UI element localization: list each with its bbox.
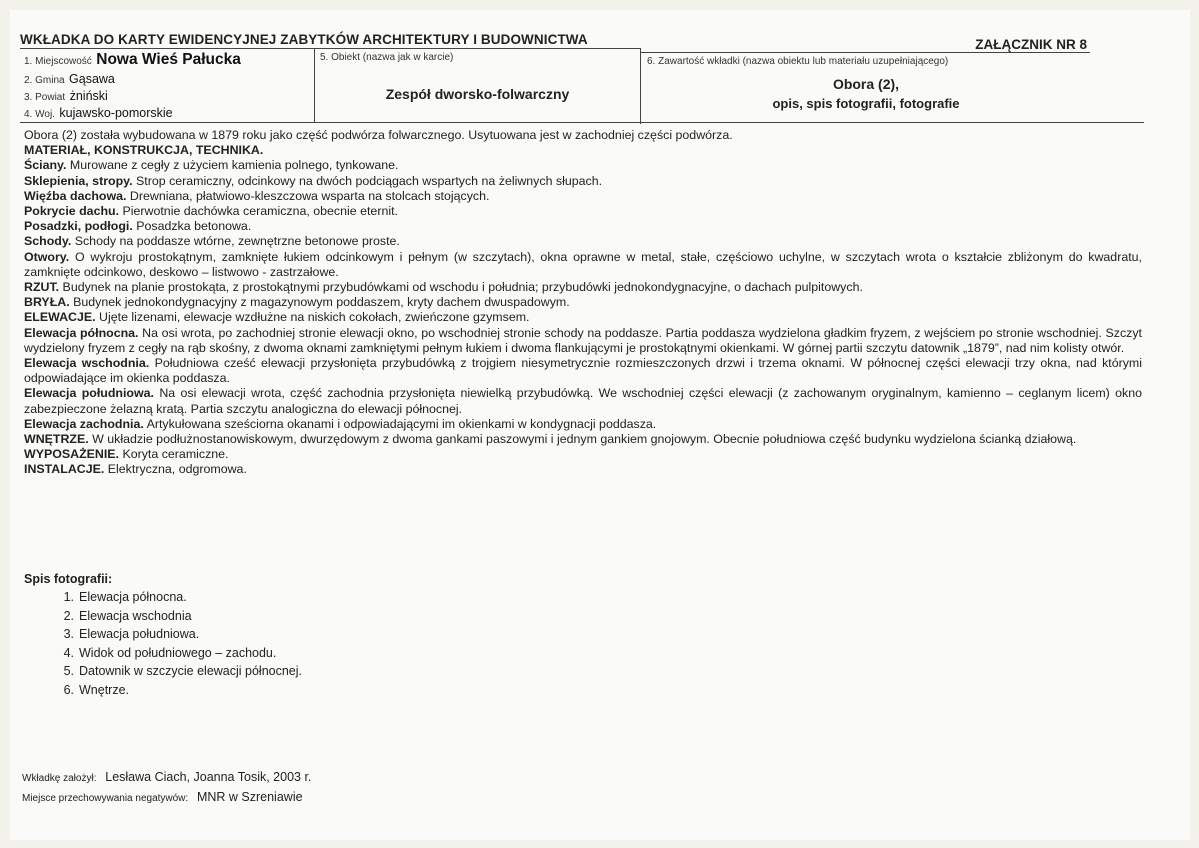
desc-item xyxy=(24,432,1142,447)
author-line xyxy=(22,770,311,784)
desc-key: Ściany. xyxy=(24,158,67,173)
desc-item xyxy=(24,158,1142,173)
desc-text: Na osi wrota, po zachodniej stronie elewacji okno, po wschodniej stronie schody na poddasze. Partia poddasza wydzielona gładkim fryzem, z wejściem po stronie wschodniej. Szczyt wydzielony fryzem z cegły na rąb skośny, z dwoma oknami zamkniętymi pełnym łukiem i dwoma flankującymi je prostokątnymi okienkami. W górnej partii szczytu datownik „1879”, nad nim kolisty otwór. xyxy=(24,325,1142,355)
storage-value: MNR w Szreniawie xyxy=(196,790,303,804)
desc-item xyxy=(24,189,1142,204)
desc-text: Koryta ceramiczne. xyxy=(119,447,229,462)
content-value-2: opis, spis fotografii, fotografie xyxy=(772,96,960,111)
desc-text: W układzie podłużnostanowiskowym, dwurzędowym z dwoma gankami paszowymi i jednym gankiem gnojowym. Obecnie południowa część budynku wydzielona ścianką działową. xyxy=(88,432,1077,447)
photo-number: 5. xyxy=(63,664,74,679)
photo-label: Wnętrze. xyxy=(79,682,130,697)
list-item xyxy=(46,625,302,644)
author-label: Wkładkę założył: xyxy=(22,773,97,784)
desc-key: Elewacja południowa. xyxy=(24,386,154,401)
photo-number: 6. xyxy=(63,682,74,697)
desc-key: Elewacja wschodnia. xyxy=(24,356,150,371)
desc-text: Ujęte lizenami, elewacje wzdłużne na niskich cokołach, zwieńczone gzymsem. xyxy=(95,310,530,325)
document-title: WKŁADKA DO KARTY EWIDENCYJNEJ ZABYTKÓW ARCHITEKTURY I BUDOWNICTWA xyxy=(20,32,588,47)
divider-2 xyxy=(640,48,641,124)
voivodeship-field xyxy=(24,104,173,122)
commune-value: Gąsawa xyxy=(69,72,115,86)
desc-item xyxy=(24,386,1142,416)
desc-key: WYPOSAŻENIE. xyxy=(24,447,120,462)
desc-item xyxy=(24,417,1142,432)
place-label: 1. Miejscowość xyxy=(24,56,92,67)
divider-1 xyxy=(314,48,315,122)
desc-item xyxy=(24,295,1142,310)
desc-item xyxy=(24,174,1142,189)
object-label: 5. Obiekt (nazwa jak w karcie) xyxy=(320,52,454,63)
desc-item xyxy=(24,204,1142,219)
photo-label: Elewacja wschodnia xyxy=(79,608,192,623)
object-value: Zespół dworsko-folwarczny xyxy=(385,86,570,102)
desc-key: Otwory. xyxy=(24,249,70,264)
desc-item xyxy=(24,219,1142,234)
header-top-line xyxy=(20,48,640,49)
desc-key: RZUT. xyxy=(24,280,60,295)
storage-line xyxy=(22,790,303,804)
desc-text: Budynek jednokondygnacyjny z magazynowym poddaszem, kryty dachem dwuspadowym. xyxy=(69,295,570,310)
list-item xyxy=(46,588,302,607)
desc-text: Na osi elewacji wrota, część zachodnia przysłonięta niewielką przybudówką. We wschodniej części elewacji (z zachowanym oryginalnym, kamienno – ceglanym licem) okno zabezpieczone żelazną kratą. Partia szczytu analogiczna do elewacji północnej. xyxy=(24,386,1142,416)
desc-item xyxy=(24,447,1142,462)
desc-key: Pokrycie dachu. xyxy=(24,204,120,219)
desc-item xyxy=(24,326,1142,356)
content-label: 6. Zawartość wkładki (nazwa obiektu lub materiału uzupełniającego) xyxy=(647,56,949,67)
photo-number: 1. xyxy=(63,590,74,604)
desc-text: O wykroju prostokątnym, zamknięte łukiem odcinkowym i pełnym (w szczytach), okna oprawne w metal, stałe, częściowo uchylne, w szczytach wrota o kształcie zbliżonym do kwadratu, zamknięte odcinkowo, deskowo – listwowo - zastrzałowe. xyxy=(24,249,1142,279)
desc-text: Posadzka betonowa. xyxy=(132,219,252,234)
desc-text: Schody na poddasze wtórne, zewnętrzne betonowe proste. xyxy=(71,234,400,249)
desc-text: Strop ceramiczny, odcinkowy na dwóch podciągach wspartych na żeliwnych słupach. xyxy=(132,173,603,188)
photos-title: Spis fotografii: xyxy=(24,572,113,586)
district-label: 3. Powiat xyxy=(24,92,66,103)
list-item xyxy=(46,662,302,681)
list-item xyxy=(46,607,302,626)
desc-item xyxy=(24,280,1142,295)
desc-key: BRYŁA. xyxy=(24,295,70,310)
desc-key: Schody. xyxy=(24,234,72,249)
desc-key: Posadzki, podłogi. xyxy=(24,219,133,234)
photo-label: Datownik w szczycie elewacji północnej. xyxy=(79,664,303,679)
photo-label: Elewacja południowa. xyxy=(79,627,200,642)
desc-key: WNĘTRZE. xyxy=(24,432,89,447)
photo-label: Widok od południowego – zachodu. xyxy=(79,645,277,660)
header-bottom-line xyxy=(20,122,1144,123)
intro-paragraph: Obora (2) została wybudowana w 1879 roku jako część podwórza folwarcznego. Usytuowana jest w zachodniej części podwórza. xyxy=(24,128,733,142)
voivodeship-value: kujawsko-pomorskie xyxy=(59,106,173,120)
desc-key: Więźba dachowa. xyxy=(24,188,127,203)
photo-number: 4. xyxy=(63,645,74,660)
header-top-line-right xyxy=(640,52,1090,53)
desc-key: Elewacja zachodnia. xyxy=(24,416,144,431)
section-heading: MATERIAŁ, KONSTRUKCJA, TECHNIKA. xyxy=(24,143,264,158)
commune-field xyxy=(24,70,115,88)
photos-list xyxy=(46,588,302,700)
list-item xyxy=(46,644,302,663)
desc-item xyxy=(24,310,1142,325)
photo-label: Elewacja północna. xyxy=(79,590,187,604)
place-value: Nowa Wieś Pałucka xyxy=(96,51,241,68)
content-value-1: Obora (2), xyxy=(832,76,900,92)
desc-text: Południowa cześć elewacji przysłonięta przybudówką z trojgiem niesymetrycznie rozmieszczonych drzwi i trzema oknami. W północnej części elewacji trzy okna, nad którymi odpowiadające im okienka poddasza. xyxy=(24,356,1143,386)
desc-text: Pierwotnie dachówka ceramiczna, obecnie eternit. xyxy=(119,204,398,219)
list-item xyxy=(46,681,302,700)
desc-text: Elektryczna, odgromowa. xyxy=(104,462,247,477)
district-value: żniński xyxy=(69,89,108,103)
annex-number: ZAŁĄCZNIK NR 8 xyxy=(975,37,1087,52)
desc-key: Sklepienia, stropy. xyxy=(24,173,133,188)
commune-label: 2. Gmina xyxy=(24,75,65,86)
desc-item xyxy=(24,250,1142,280)
desc-text: Budynek na planie prostokąta, z prostokątnymi przybudówkami od wschodu i południa; przybudówki jednokondygnacyjne, o dachach pulpitowych. xyxy=(59,280,863,295)
photo-number: 2. xyxy=(63,608,74,623)
photo-number: 3. xyxy=(63,627,74,642)
desc-text: Murowane z cegły z użyciem kamienia polnego, tynkowane. xyxy=(66,158,399,173)
desc-item xyxy=(24,234,1142,249)
place-field xyxy=(24,51,241,69)
desc-key: Elewacja północna. xyxy=(24,325,139,340)
desc-text: Artykułowana sześciorna okanami i odpowiadającymi im okienkami w kondygnacji poddasza. xyxy=(143,416,657,431)
desc-key: INSTALACJE. xyxy=(24,462,105,477)
storage-label: Miejsce przechowywania negatywów: xyxy=(22,793,189,804)
desc-text: Drewniana, płatwiowo-kleszczowa wsparta na stolcach stojących. xyxy=(126,188,490,203)
author-value: Lesława Ciach, Joanna Tosik, 2003 r. xyxy=(105,770,312,784)
desc-key: ELEWACJE. xyxy=(24,310,96,325)
description-body xyxy=(24,128,1142,478)
district-field xyxy=(24,87,108,105)
desc-item xyxy=(24,462,1142,477)
voivodeship-label: 4. Woj. xyxy=(24,109,55,120)
desc-item xyxy=(24,356,1142,386)
